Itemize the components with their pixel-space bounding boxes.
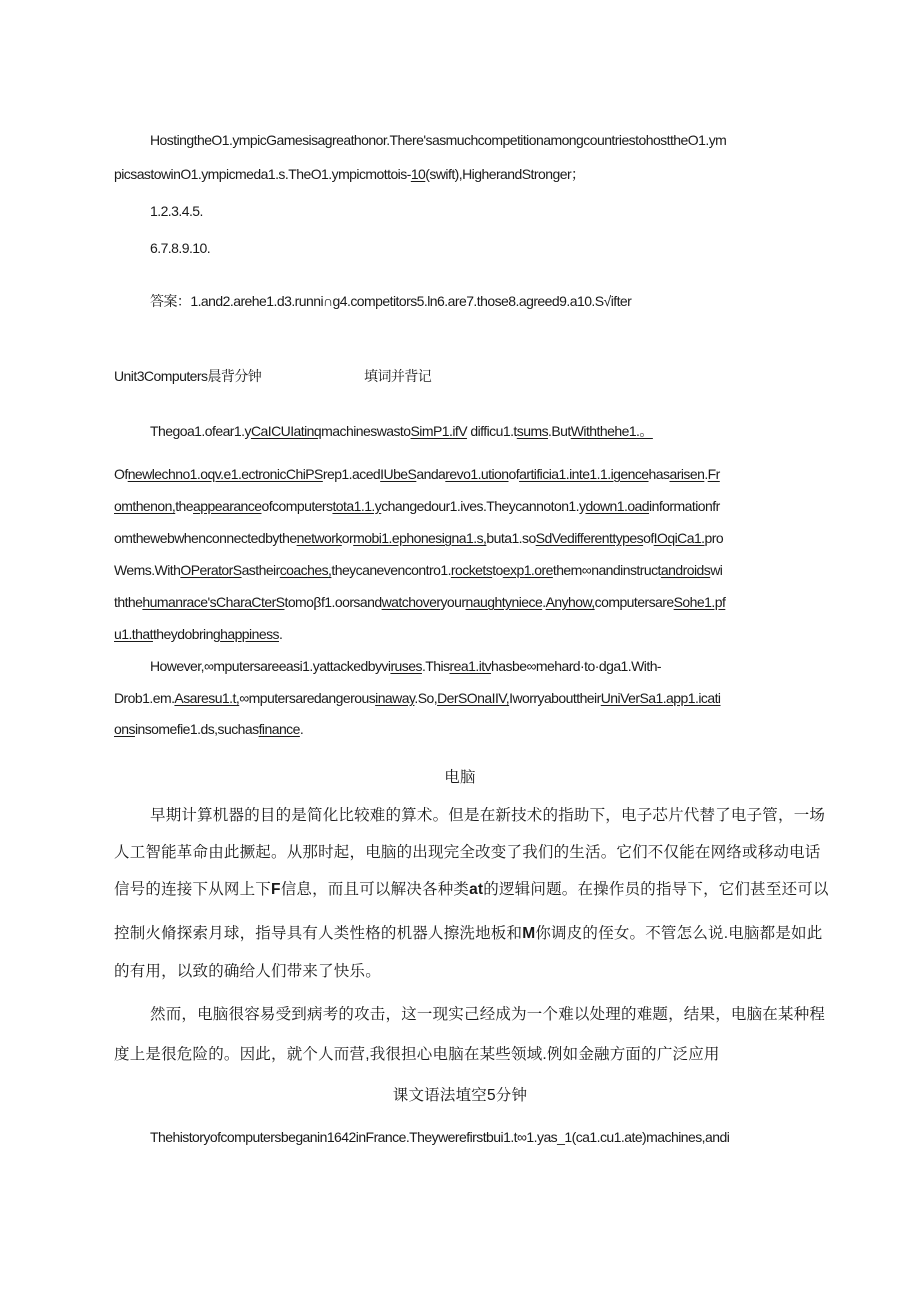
text-fragment: pro	[704, 530, 724, 546]
text-fragment: .So,	[414, 690, 438, 706]
underlined-word: signa1.s,	[435, 530, 487, 546]
olympic-line-2	[114, 165, 585, 183]
underlined-word: artificia1.inte1.1.igence	[519, 466, 649, 482]
passage-line-2	[114, 465, 720, 483]
unit-subheading: 填词并背记	[364, 368, 432, 384]
underlined-word: humanrace'sCharaCterS	[142, 594, 285, 610]
text-fragment: difficu1.t	[470, 423, 517, 439]
text-fragment: 信号的连接下从网上下	[114, 881, 272, 898]
underlined-word: IOqiCa1.	[653, 530, 705, 546]
underlined-word: down1.oad	[585, 498, 650, 514]
underlined-word: sums	[516, 423, 549, 439]
underlined-word: mobi1.ephone	[353, 530, 436, 546]
text-fragment: Wems.With	[114, 562, 181, 578]
passage-line-9	[114, 689, 721, 707]
underlined-word: tota1.1.y	[332, 498, 382, 514]
text-fragment: th	[114, 594, 125, 610]
text-fragment: 你调皮的侄女。不管怎么说.电脑都是如此	[535, 925, 823, 942]
underlined-word: Sohe1.pf	[673, 594, 726, 610]
text-fragment: changedour1.ives.Theycannoton1.y	[381, 498, 586, 514]
text-fragment: astheir	[241, 562, 280, 578]
underlined-word: androids	[660, 562, 711, 578]
text-fragment: Of	[114, 466, 128, 482]
text-fragment: the	[124, 594, 143, 610]
text-fragment: has	[648, 466, 670, 482]
answer-numbers-1: 1.2.3.4.5.	[150, 203, 203, 219]
text-fragment: rep1.aced	[322, 466, 381, 482]
underlined-word: revo1.ution	[445, 466, 509, 482]
text-fragment: .	[299, 721, 304, 737]
text-fragment: wi	[710, 562, 723, 578]
underlined-word: SimP1.ifV	[410, 423, 468, 439]
text-fragment: ∞mputersaredangerous	[239, 690, 376, 706]
text-fragment: .This	[421, 658, 450, 674]
text-fragment: f1.oorsand	[320, 594, 382, 610]
olympic-line-2-post: (swift),HigherandStronger；	[425, 166, 585, 182]
chinese-line-2: 人工智能革命由此撅起。从那时起，电脑的出现完全改变了我们的生活。它们不仅能在网络或移动电话	[114, 844, 821, 861]
underlined-word: coaches,	[279, 562, 332, 578]
underlined-word: different	[566, 530, 613, 546]
text-fragment: of	[508, 466, 520, 482]
text-fragment: theycanevencontro1.	[331, 562, 451, 578]
grammar-title: 课文语法埴空5分钟	[392, 1087, 528, 1104]
text-fragment: hasbe∞mehard·to·dga1.With-	[491, 658, 662, 674]
underlined-word: Asaresu1.t,	[174, 690, 240, 706]
text-fragment: to	[492, 562, 503, 578]
text-fragment: at	[469, 881, 484, 898]
underlined-word: network	[296, 530, 342, 546]
text-fragment: your	[440, 594, 466, 610]
text-fragment: them∞nandinstruct	[552, 562, 661, 578]
text-fragment: of	[643, 530, 654, 546]
text-fragment: 的逻辑问题。在操作员的指导下，它们甚至还可以	[483, 881, 829, 898]
chinese-line-5: 的有用，以致的确给人们带来了快乐。	[114, 963, 381, 980]
text-fragment: anda	[416, 466, 446, 482]
underlined-word: ruses	[390, 658, 422, 674]
text-fragment: M	[522, 925, 536, 942]
passage-line-6	[114, 593, 725, 611]
grammar-line-1: Thehistoryofcomputersbeganin1642inFrance.Theywerefirstbui1.t∞1.yas_1(ca1.cu1.ate)machines,andi	[150, 1129, 730, 1145]
passage-line-7	[114, 625, 282, 643]
text-fragment: informationfr	[649, 498, 720, 514]
underlined-word: Fr	[707, 466, 720, 482]
underlined-word: watchover	[381, 594, 441, 610]
underlined-word: CaICUIatinq	[250, 423, 322, 439]
olympic-line-1: HostingtheO1.ympicGamesisagreathonor.There'sasmuchcompetitionamongcountriestohosttheO1.ym	[150, 132, 727, 148]
text-fragment: the	[175, 498, 194, 514]
underlined-word: Anyhow,	[545, 594, 595, 610]
underlined-word: newlechno1.oqv.e1.ectronicChiPS	[127, 466, 323, 482]
underlined-word: ons	[114, 721, 135, 737]
text-fragment: Thegoa1.ofear1.y	[150, 423, 251, 439]
chinese-line-7: 度上是很危险的。因此，就个人而营,我很担心电脑在某些领域.例如金融方面的广泛应用	[114, 1046, 720, 1063]
text-fragment: buta1.so	[486, 530, 536, 546]
underlined-word: rockets	[450, 562, 493, 578]
passage-line-10	[114, 720, 303, 738]
underlined-word: rea1.itv	[449, 658, 492, 674]
text-fragment: β	[313, 594, 321, 610]
chinese-line-1: 早期计算机器的目的是简化比较难的算术。但是在新技术的指助下，电子芯片代替了电子管，一场	[150, 807, 826, 824]
underlined-word: naughtyniece	[465, 594, 543, 610]
underlined-word: DerSOnaIIV,	[437, 690, 510, 706]
chinese-line-3	[114, 880, 829, 900]
text-fragment: .But	[548, 423, 571, 439]
text-fragment: theydobring	[152, 626, 221, 642]
underlined-word: happiness	[220, 626, 279, 642]
text-fragment: ofcomputers	[261, 498, 333, 514]
text-fragment: computersare	[594, 594, 674, 610]
passage-line-5	[114, 561, 722, 579]
text-fragment: .	[704, 466, 708, 482]
chinese-line-4	[114, 924, 822, 944]
passage-line-4	[114, 529, 723, 547]
text-fragment: However,∞mputersareeasi1.yattackedbyvi	[150, 658, 391, 674]
underlined-word: arisen	[669, 466, 705, 482]
olympic-line-2-pre: picsastowinO1.ympicmeda1.s.TheO1.ympicmottois-	[114, 166, 411, 182]
passage-line-3	[114, 497, 720, 515]
passage-line-8	[150, 657, 661, 675]
underlined-word: types	[612, 530, 644, 546]
text-fragment: Iworryabouttheir	[509, 690, 601, 706]
underlined-word: SdVe	[535, 530, 567, 546]
passage-line-1	[150, 422, 653, 440]
answer-key: 答案：1.and2.arehe1.d3.runni∩g4.competitors5.ln6.are7.those8.agreed9.a10.S√ifter	[150, 293, 632, 309]
chinese-line-6: 然而，电脑很容易受到病考的攻击，这一现实己经成为一个难以处理的难题，结果，电脑在某种程	[150, 1006, 826, 1023]
underlined-word: UniVerSa1.app1.icati	[600, 690, 721, 706]
text-fragment: or	[341, 530, 354, 546]
underlined-word: OPeratorS	[180, 562, 242, 578]
text-fragment: omthewebwhenconnectedbythe	[114, 530, 297, 546]
underlined-word: inaway	[375, 690, 415, 706]
chinese-title: 电脑	[444, 769, 476, 786]
text-fragment: .	[542, 594, 546, 610]
underlined-word: appearance	[193, 498, 262, 514]
text-fragment: .	[278, 626, 283, 642]
underlined-word: exp1.ore	[502, 562, 553, 578]
answer-numbers-2: 6.7.8.9.10.	[150, 240, 211, 256]
blank-10: 10	[410, 166, 426, 182]
text-fragment: 控制火脩探索月球，指导具有人类性格的机器人擦洗地板和	[114, 925, 523, 942]
unit-heading: Unit3Computers晨背分钟	[114, 368, 262, 384]
text-fragment: 信息，而且可以解决各种类	[280, 881, 470, 898]
underlined-word: finance	[258, 721, 300, 737]
text-fragment: F	[271, 881, 281, 898]
underlined-word: u1.that	[114, 626, 153, 642]
text-fragment: machineswasto	[321, 423, 411, 439]
text-fragment: Drob1.em.	[114, 690, 175, 706]
text-fragment: insomefie1.ds,suchas	[134, 721, 259, 737]
underlined-word: IUbeS	[380, 466, 417, 482]
underlined-word: omthenon,	[114, 498, 176, 514]
text-fragment: tomo	[284, 594, 314, 610]
underlined-word: Withthehe1.。	[570, 423, 653, 439]
